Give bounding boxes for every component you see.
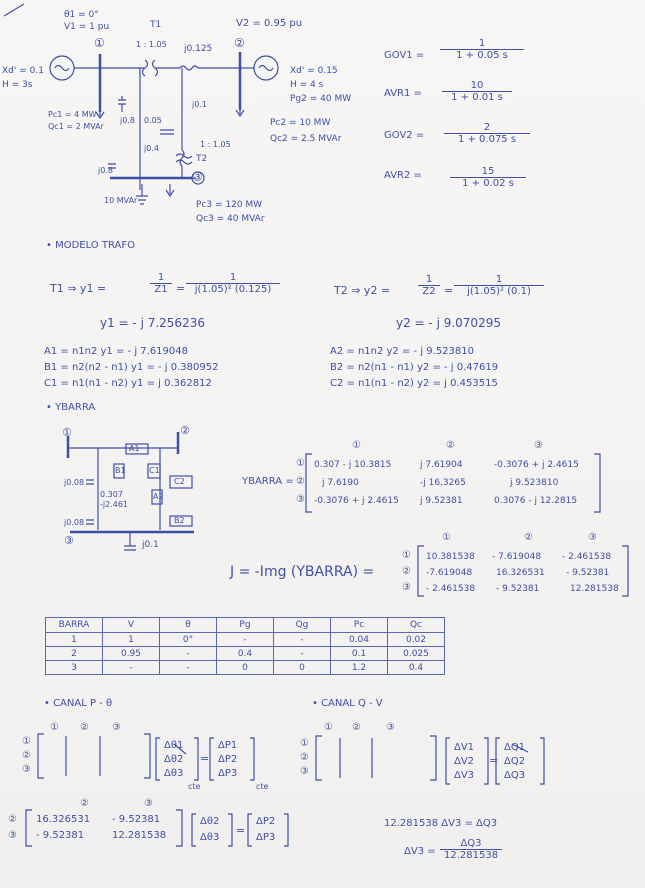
avr2-numerator: 15 bbox=[450, 166, 526, 178]
table-cell: 0.4 bbox=[388, 661, 445, 675]
t2-frac1-num: 1 bbox=[418, 274, 440, 286]
bus-2-number: ② bbox=[234, 36, 245, 50]
reduced-b-2: ΔP3 bbox=[256, 832, 276, 843]
j-cell: 12.281538 bbox=[570, 584, 619, 594]
canal-p-b-3: ΔP3 bbox=[218, 768, 238, 779]
ybarra-col-head-2: ② bbox=[446, 440, 455, 451]
ybarra-col-head-1: ① bbox=[352, 440, 361, 451]
canal-p-col-head-3: ③ bbox=[112, 722, 121, 733]
j-cell: - 9.52381 bbox=[496, 584, 540, 594]
bus-1-number: ① bbox=[94, 36, 105, 50]
gov2-numerator: 2 bbox=[444, 122, 530, 134]
y2-result: y2 = - j 9.070295 bbox=[396, 316, 501, 330]
gen2-xd-label: Xd' = 0.15 bbox=[290, 66, 338, 76]
gov2-fraction bbox=[444, 122, 530, 145]
canal-q-b-3: ΔQ3 bbox=[504, 770, 526, 781]
c2-equation: C2 = n1(n1 - n2) y2 = j 0.453515 bbox=[330, 378, 498, 389]
table-header-cell: BARRA bbox=[46, 618, 103, 633]
gov1-denominator: 1 + 0.05 s bbox=[456, 50, 508, 61]
shunt-j01-label: j0.1 bbox=[192, 100, 207, 109]
t1-frac2-den: j(1.05)² (0.125) bbox=[194, 284, 272, 295]
canal-q-row-head-2: ② bbox=[300, 752, 309, 763]
ybarra-diagram-b1: B1 bbox=[115, 466, 126, 475]
reduced-row-head-2: ② bbox=[8, 814, 17, 825]
j-col-head-2: ② bbox=[524, 532, 533, 543]
t1-frac2-num: 1 bbox=[186, 272, 280, 284]
j-cell: 16.326531 bbox=[496, 568, 545, 578]
canal-q-row-head-1: ① bbox=[300, 738, 309, 749]
canal-q-x-2: ΔV2 bbox=[454, 756, 475, 767]
canal-p-row-head-1: ① bbox=[22, 736, 31, 747]
t1-label: T1 bbox=[150, 20, 162, 30]
table-cell: 0° bbox=[160, 633, 217, 647]
load1-p-label: Pc1 = 4 MW bbox=[48, 110, 97, 119]
reduced-matrix-bracket-right bbox=[176, 810, 182, 846]
ybarra-diagram-j01: j0.1 bbox=[142, 540, 159, 550]
ybarra-row-head-2: ② bbox=[296, 476, 305, 487]
avr2-fraction bbox=[450, 166, 526, 189]
canal-p-b-2: ΔP2 bbox=[218, 754, 238, 765]
ybarra-cell: j 9.523810 bbox=[510, 478, 559, 488]
table-row bbox=[46, 633, 445, 647]
t1-fraction-2 bbox=[186, 272, 280, 295]
reduced-q-fraction bbox=[440, 838, 502, 861]
reduced-cell: - 9.52381 bbox=[112, 814, 161, 825]
canal-q-heading: • CANAL Q - V bbox=[312, 698, 383, 709]
capacitor-label: 10 MVAr bbox=[104, 196, 138, 205]
canal-p-matrix-bracket-right bbox=[144, 734, 150, 778]
ybarra-diagram-a2: A2 bbox=[153, 492, 164, 501]
trafo-heading: • MODELO TRAFO bbox=[46, 240, 135, 251]
ybarra-col-head-3: ③ bbox=[534, 440, 543, 451]
avr2-lhs: AVR2 = bbox=[384, 170, 422, 181]
t2-frac2-den: j(1.05)² (0.1) bbox=[467, 286, 531, 297]
ybarra-cell: j 7.6190 bbox=[322, 478, 359, 488]
canal-q-x-3: ΔV3 bbox=[454, 770, 475, 781]
canal-p-matrix-bracket-left bbox=[38, 734, 44, 778]
ybarra-diagram-b2: B2 bbox=[174, 516, 185, 525]
reduced-cell: 12.281538 bbox=[112, 830, 167, 841]
reduced-q-denominator: 12.281538 bbox=[444, 850, 499, 861]
canal-q-col-head-1: ① bbox=[324, 722, 333, 733]
canal-q-row-head-3: ③ bbox=[300, 766, 309, 777]
table-header-row bbox=[46, 618, 445, 633]
table-cell: 0.04 bbox=[331, 633, 388, 647]
ybarra-diagram-c2: C2 bbox=[174, 477, 185, 486]
gen1-h-label: H = 3s bbox=[2, 80, 33, 90]
bus1-voltage-label: V1 = 1 pu bbox=[64, 22, 110, 32]
canal-q-b-2: ΔQ2 bbox=[504, 756, 526, 767]
load2-q-label: Qc2 = 2.5 MVAr bbox=[270, 134, 342, 144]
t2-fraction-2 bbox=[454, 274, 544, 297]
j-col-head-3: ③ bbox=[588, 532, 597, 543]
load-2-arrow bbox=[236, 96, 244, 116]
load2-p-label: Pc2 = 10 MW bbox=[270, 118, 331, 128]
ybarra-bracket-left bbox=[306, 454, 312, 512]
c1-equation: C1 = n1(n1 - n2) y1 = j 0.362812 bbox=[44, 378, 212, 389]
y1-result: y1 = - j 7.256236 bbox=[100, 316, 205, 330]
bus1-angle-label: θ1 = 0° bbox=[64, 10, 99, 20]
shunt-j08-bottom-label: j0.8 bbox=[98, 166, 113, 175]
table-header-cell: Qg bbox=[274, 618, 331, 633]
ybarra-diagram-j008-bottom: j0.08 bbox=[64, 518, 85, 527]
j-col-head-1: ① bbox=[442, 532, 451, 543]
avr1-denominator: 1 + 0.01 s bbox=[451, 92, 503, 103]
reduced-q-numerator: ΔQ3 bbox=[440, 838, 502, 850]
table-row bbox=[46, 647, 445, 661]
canal-p-x-note: cte bbox=[188, 782, 201, 791]
table-cell: - bbox=[274, 647, 331, 661]
ybarra-diagram-bus-3: ③ bbox=[64, 534, 74, 547]
ybarra-cell: -j 16.3265 bbox=[420, 478, 466, 488]
avr1-lhs: AVR1 = bbox=[384, 88, 422, 99]
table-cell: 1 bbox=[46, 633, 103, 647]
reduced-x-1: Δθ2 bbox=[200, 816, 220, 827]
ybarra-heading: • YBARRA bbox=[46, 402, 96, 413]
corner-scribble bbox=[4, 4, 24, 16]
avr1-numerator: 10 bbox=[442, 80, 512, 92]
avr2-denominator: 1 + 0.02 s bbox=[462, 178, 514, 189]
reduced-cell: 16.326531 bbox=[36, 814, 91, 825]
table-header-cell: Pg bbox=[217, 618, 274, 633]
canal-p-row-head-2: ② bbox=[22, 750, 31, 761]
table-cell: 1.2 bbox=[331, 661, 388, 675]
a1-equation: A1 = n1n2 y1 = - j 7.619048 bbox=[44, 346, 188, 357]
gen2-pg-label: Pg2 = 40 MW bbox=[290, 94, 352, 104]
bus-3-number: ③ bbox=[192, 170, 203, 184]
t2-label: T2 bbox=[196, 154, 208, 164]
canal-p-col-head-1: ① bbox=[50, 722, 59, 733]
branch-j04-label: j0.4 bbox=[144, 144, 159, 153]
t1-fraction-1 bbox=[150, 272, 172, 295]
load3-p-label: Pc3 = 120 MW bbox=[196, 200, 263, 210]
equals-sign-2: = bbox=[444, 284, 454, 297]
j-cell: 10.381538 bbox=[426, 552, 475, 562]
equals-sign: = bbox=[176, 282, 186, 295]
canal-q-col-head-2: ② bbox=[352, 722, 361, 733]
ybarra-diagram-0307: 0.307 bbox=[100, 490, 123, 499]
table-cell: 0.4 bbox=[217, 647, 274, 661]
table-cell: - bbox=[160, 661, 217, 675]
table-cell: - bbox=[160, 647, 217, 661]
j-matrix-lhs: J = -Img (YBARRA) = bbox=[230, 564, 375, 580]
bus2-voltage-label: V2 = 0.95 pu bbox=[236, 18, 303, 29]
ybarra-row-head-1: ① bbox=[296, 458, 305, 469]
canal-q-b-1: ΔQ1 bbox=[504, 742, 526, 753]
j-bracket-right bbox=[622, 546, 628, 596]
avr1-fraction bbox=[442, 80, 512, 103]
table-cell: 0 bbox=[217, 661, 274, 675]
reduced-matrix-bracket-left bbox=[26, 810, 32, 846]
ybarra-diagram-bus-2: ② bbox=[180, 424, 190, 437]
table-cell: 1 bbox=[103, 633, 160, 647]
reduced-x-bracket-right bbox=[228, 814, 232, 846]
table-cell: 0.025 bbox=[388, 647, 445, 661]
canal-p-b-bracket-left bbox=[210, 738, 214, 780]
reduced-col-head-3: ③ bbox=[144, 798, 153, 809]
a2-equation: A2 = n1n2 y2 = - j 9.523810 bbox=[330, 346, 474, 357]
j-bracket-left bbox=[418, 546, 424, 596]
reduced-b-bracket-right bbox=[284, 814, 288, 846]
t1-ratio-label: 1 : 1.05 bbox=[136, 40, 167, 49]
ybarra-diagram-j008-top: j0.08 bbox=[64, 478, 85, 487]
t1-frac1-num: 1 bbox=[150, 272, 172, 284]
canal-q-col-head-3: ③ bbox=[386, 722, 395, 733]
canal-p-b-bracket-right bbox=[250, 738, 254, 780]
canal-p-heading: • CANAL P - θ bbox=[44, 698, 113, 709]
ybarra-bracket-right bbox=[594, 454, 600, 512]
reduced-q-equation-2-lhs: ΔV3 = bbox=[404, 846, 436, 857]
t2-fraction-1 bbox=[418, 274, 440, 297]
ybarra-cell: -0.3076 + j 2.4615 bbox=[494, 460, 579, 470]
t2-frac1-den: Z2 bbox=[422, 286, 436, 297]
j-row-head-2: ② bbox=[402, 566, 411, 577]
reduced-cell: - 9.52381 bbox=[36, 830, 85, 841]
canal-p-x-bracket-left bbox=[156, 738, 160, 780]
table-cell: 3 bbox=[46, 661, 103, 675]
j-cell: - 9.52381 bbox=[566, 568, 610, 578]
table-header-cell: Qc bbox=[388, 618, 445, 633]
b2-equation: B2 = n2(n1 - n1) y2 = - j 0.47619 bbox=[330, 362, 499, 373]
gov1-fraction bbox=[440, 38, 524, 61]
ybarra-cell: j 7.61904 bbox=[420, 460, 463, 470]
ybarra-diagram-j2461: -j2.461 bbox=[100, 500, 129, 509]
reduced-x-2: Δθ3 bbox=[200, 832, 220, 843]
reduced-x-bracket-left bbox=[192, 814, 196, 846]
ybarra-cell: -0.3076 + j 2.4615 bbox=[314, 496, 399, 506]
reduced-q-equation-1: 12.281538 ΔV3 = ΔQ3 bbox=[384, 818, 498, 829]
t2-equation: T2 ⇒ y2 = bbox=[334, 284, 391, 297]
ybarra-diagram-bus-1: ① bbox=[62, 426, 72, 439]
canal-p-x-3: Δθ3 bbox=[164, 768, 184, 779]
table-cell: 0.95 bbox=[103, 647, 160, 661]
table-cell: - bbox=[103, 661, 160, 675]
t2-ratio-label: 1 : 1.05 bbox=[200, 140, 231, 149]
equals-sign-4: = bbox=[489, 754, 499, 767]
t1-equation: T1 ⇒ y1 = bbox=[50, 282, 107, 295]
table-row bbox=[46, 661, 445, 675]
canal-p-row-head-3: ③ bbox=[22, 764, 31, 775]
j-cell: - 2.461538 bbox=[562, 552, 612, 562]
load3-q-label: Qc3 = 40 MVAr bbox=[196, 214, 265, 224]
bus-data-table bbox=[45, 617, 445, 675]
reduced-row-head-3: ③ bbox=[8, 830, 17, 841]
table-cell: - bbox=[217, 633, 274, 647]
canal-p-x-bracket-right bbox=[194, 738, 198, 780]
table-cell: - bbox=[274, 633, 331, 647]
canal-p-b-note: cte bbox=[256, 782, 269, 791]
load1-q-label: Qc1 = 2 MVAr bbox=[48, 122, 104, 131]
line12-impedance-label: j0.125 bbox=[184, 44, 213, 54]
table-cell: 0.1 bbox=[331, 647, 388, 661]
table-cell: 0.02 bbox=[388, 633, 445, 647]
equals-sign-3: = bbox=[200, 752, 210, 765]
ybarra-cell: j 9.52381 bbox=[420, 496, 463, 506]
table-header-cell: θ bbox=[160, 618, 217, 633]
gov2-denominator: 1 + 0.075 s bbox=[457, 134, 517, 145]
reduced-b-1: ΔP2 bbox=[256, 816, 276, 827]
canal-p-x-2: Δθ2 bbox=[164, 754, 184, 765]
ybarra-lhs: YBARRA = bbox=[242, 476, 294, 487]
canal-q-x-1: ΔV1 bbox=[454, 742, 475, 753]
table-cell: 2 bbox=[46, 647, 103, 661]
gov1-lhs: GOV1 = bbox=[384, 50, 425, 61]
ybarra-diagram-c1: C1 bbox=[149, 466, 160, 475]
canal-q-matrix-bracket-left bbox=[316, 736, 322, 780]
canal-q-matrix-bracket-right bbox=[430, 736, 436, 780]
table-header-cell: Pc bbox=[331, 618, 388, 633]
canal-q-x-bracket-right bbox=[484, 738, 488, 784]
ybarra-row-head-3: ③ bbox=[296, 494, 305, 505]
gov2-lhs: GOV2 = bbox=[384, 130, 425, 141]
table-cell: 0 bbox=[274, 661, 331, 675]
j-cell: - 7.619048 bbox=[492, 552, 542, 562]
canal-p-x-1: Δθ1 bbox=[164, 740, 184, 751]
j-row-head-1: ① bbox=[402, 550, 411, 561]
t1-frac1-den: Z1 bbox=[154, 284, 168, 295]
t1-transformer-icon bbox=[143, 60, 158, 76]
table-header-cell: V bbox=[103, 618, 160, 633]
equals-sign-5: = bbox=[236, 824, 246, 837]
t2-frac2-num: 1 bbox=[454, 274, 544, 286]
load-1-arrow bbox=[96, 100, 104, 118]
shunt-j08-top-label: j0.8 bbox=[120, 116, 135, 125]
ybarra-diagram-a1: A1 bbox=[129, 444, 140, 453]
ybarra-cell: 0.3076 - j 12.2815 bbox=[494, 496, 578, 506]
shunt-005-label: 0.05 bbox=[144, 116, 162, 125]
reduced-b-bracket-left bbox=[248, 814, 252, 846]
j-cell: - 2.461538 bbox=[426, 584, 476, 594]
canal-q-x-bracket-left bbox=[446, 738, 450, 784]
gov1-numerator: 1 bbox=[440, 38, 524, 50]
reduced-col-head-2: ② bbox=[80, 798, 89, 809]
canal-q-b-bracket-right bbox=[540, 738, 544, 784]
t2-transformer-icon bbox=[176, 154, 192, 164]
j-row-head-3: ③ bbox=[402, 582, 411, 593]
gen1-xd-label: Xd' = 0.1 bbox=[2, 66, 44, 76]
gen2-h-label: H = 4 s bbox=[290, 80, 324, 90]
b1-equation: B1 = n2(n2 - n1) y1 = - j 0.380952 bbox=[44, 362, 219, 373]
canal-p-b-1: ΔP1 bbox=[218, 740, 238, 751]
j-cell: -7.619048 bbox=[426, 568, 473, 578]
canal-p-col-head-2: ② bbox=[80, 722, 89, 733]
ybarra-cell: 0.307 - j 10.3815 bbox=[314, 460, 392, 470]
